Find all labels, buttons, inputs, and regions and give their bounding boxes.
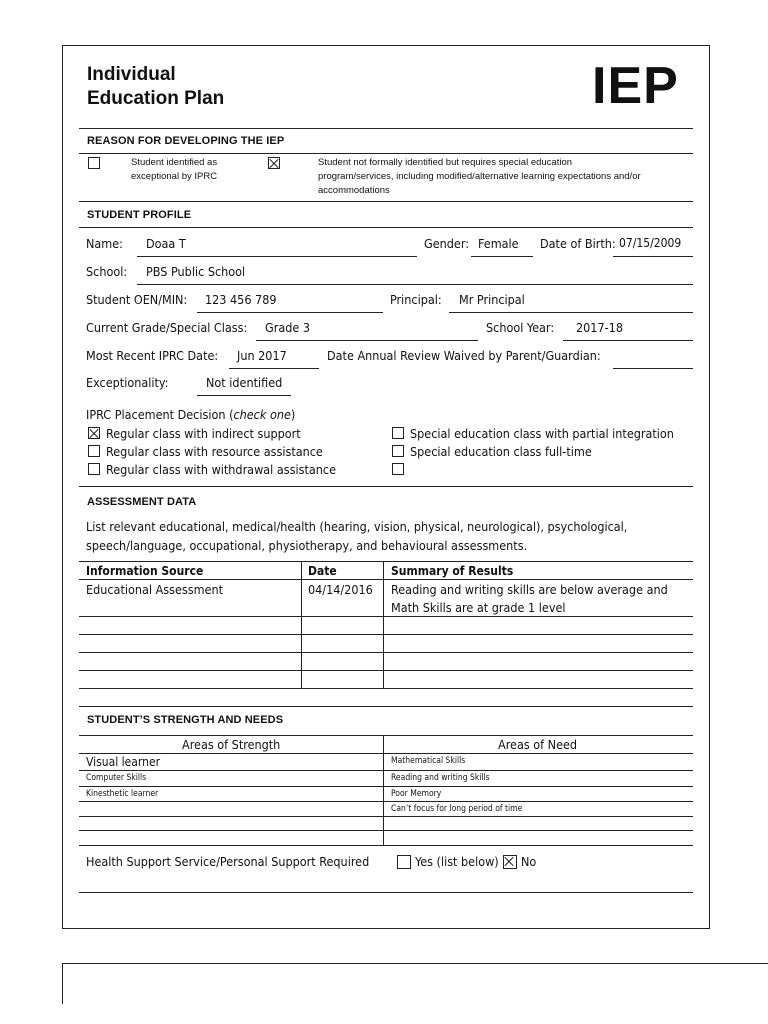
divider	[79, 227, 693, 228]
strength-item: Kinesthetic learner	[86, 789, 159, 799]
assessment-cell-date: 04/14/2016	[308, 582, 373, 597]
reason-option1-line2: exceptional by IPRC	[131, 171, 218, 182]
year-field[interactable]: 2017-18	[576, 320, 623, 335]
school-field[interactable]: PBS Public School	[146, 264, 246, 279]
reason-option2-checkbox[interactable]	[268, 157, 280, 169]
health-no-label: No	[521, 854, 537, 869]
col-areas-of-need: Areas of Need	[498, 737, 578, 752]
health-yes-checkbox[interactable]	[397, 855, 411, 869]
divider	[79, 706, 693, 707]
assessment-col-source: Information Source	[86, 564, 204, 578]
assessment-intro-line2: speech/language, occupational, physiotherapy, and behavioural assessments.	[86, 538, 528, 553]
placement-option-resource: Regular class with resource assistance	[106, 444, 323, 459]
reason-option1-checkbox[interactable]	[88, 157, 100, 169]
strength-item: Visual learner	[86, 755, 161, 769]
reason-option1-line1: Student identified as	[131, 157, 218, 168]
dob-label: Date of Birth:	[540, 236, 616, 251]
exceptionality-field[interactable]: Not identified	[206, 375, 283, 390]
oen-field[interactable]: 123 456 789	[205, 292, 277, 307]
placement-checkbox-fulltime[interactable]	[392, 445, 404, 457]
iprc-date-label: Most Recent IPRC Date:	[86, 348, 219, 363]
iprc-date-field[interactable]: Jun 2017	[237, 348, 287, 363]
placement-checkbox-indirect[interactable]	[88, 427, 100, 439]
reason-option2-line2: program/services, including modified/alternative learning expectations and/or	[318, 171, 641, 182]
placement-option-fulltime: Special education class full-time	[410, 444, 592, 459]
reason-option2-line1: Student not formally identified but requires special education	[318, 157, 573, 168]
placement-checkbox-partial[interactable]	[392, 427, 404, 439]
divider	[79, 153, 693, 154]
assessment-col-date: Date	[308, 564, 337, 578]
next-page-edge	[62, 963, 768, 1004]
year-label: School Year:	[486, 320, 555, 335]
placement-note: check one	[233, 407, 291, 422]
divider	[79, 128, 693, 129]
col-areas-of-strength: Areas of Strength	[182, 737, 281, 752]
placement-option-partial: Special education class with partial integration	[410, 426, 674, 441]
need-item: Reading and writing Skills	[391, 773, 490, 783]
divider	[79, 486, 693, 487]
divider	[79, 201, 693, 202]
assessment-col-summary: Summary of Results	[391, 564, 514, 578]
need-item: Mathematical Skills	[391, 756, 466, 766]
school-label: School:	[86, 264, 128, 279]
assessment-intro-line1: List relevant educational, medical/health (hearing, vision, physical, neurological), psychological,	[86, 519, 628, 534]
iep-badge: IEP	[592, 57, 679, 115]
form-title-line2: Education Plan	[87, 88, 225, 109]
grade-label: Current Grade/Special Class:	[86, 320, 248, 335]
name-label: Name:	[86, 236, 123, 251]
grade-field[interactable]: Grade 3	[265, 320, 311, 335]
principal-field[interactable]: Mr Principal	[459, 292, 525, 307]
gender-field[interactable]: Female	[478, 236, 519, 251]
placement-checkbox-withdrawal[interactable]	[88, 463, 100, 475]
name-field[interactable]: Doaa T	[146, 236, 186, 251]
health-support-label: Health Support Service/Personal Support Required	[86, 854, 370, 869]
oen-label: Student OEN/MIN:	[86, 292, 188, 307]
placement-checkbox-other[interactable]	[392, 463, 404, 475]
need-item: Can’t focus for long period of time	[391, 804, 523, 814]
strength-item: Computer Skills	[86, 773, 147, 783]
profile-heading: STUDENT PROFILE	[87, 209, 192, 221]
dob-field[interactable]: 07/15/2009	[619, 236, 682, 250]
exceptionality-label: Exceptionality:	[86, 375, 169, 390]
reason-heading: REASON FOR DEVELOPING THE IEP	[87, 135, 285, 147]
review-waived-label: Date Annual Review Waived by Parent/Guardian:	[327, 348, 601, 363]
health-no-checkbox[interactable]	[503, 855, 517, 869]
placement-option-indirect: Regular class with indirect support	[106, 426, 301, 441]
placement-option-withdrawal: Regular class with withdrawal assistance	[106, 462, 336, 477]
form-title-line1: Individual	[87, 64, 176, 85]
strengths-heading: STUDENT’S STRENGTH AND NEEDS	[87, 714, 284, 726]
divider	[79, 892, 693, 893]
assessment-heading: ASSESSMENT DATA	[87, 496, 197, 508]
assessment-cell-summary-line1: Reading and writing skills are below average and	[391, 582, 668, 597]
health-yes-label: Yes (list below)	[415, 854, 499, 869]
placement-heading: IPRC Placement Decision (check one)	[86, 407, 296, 422]
assessment-cell-source: Educational Assessment	[86, 582, 224, 597]
placement-checkbox-resource[interactable]	[88, 445, 100, 457]
reason-option2-line3: accommodations	[318, 185, 390, 196]
gender-label: Gender:	[424, 236, 470, 251]
principal-label: Principal:	[390, 292, 442, 307]
assessment-cell-summary-line2: Math Skills are at grade 1 level	[391, 600, 566, 615]
need-item: Poor Memory	[391, 789, 442, 799]
